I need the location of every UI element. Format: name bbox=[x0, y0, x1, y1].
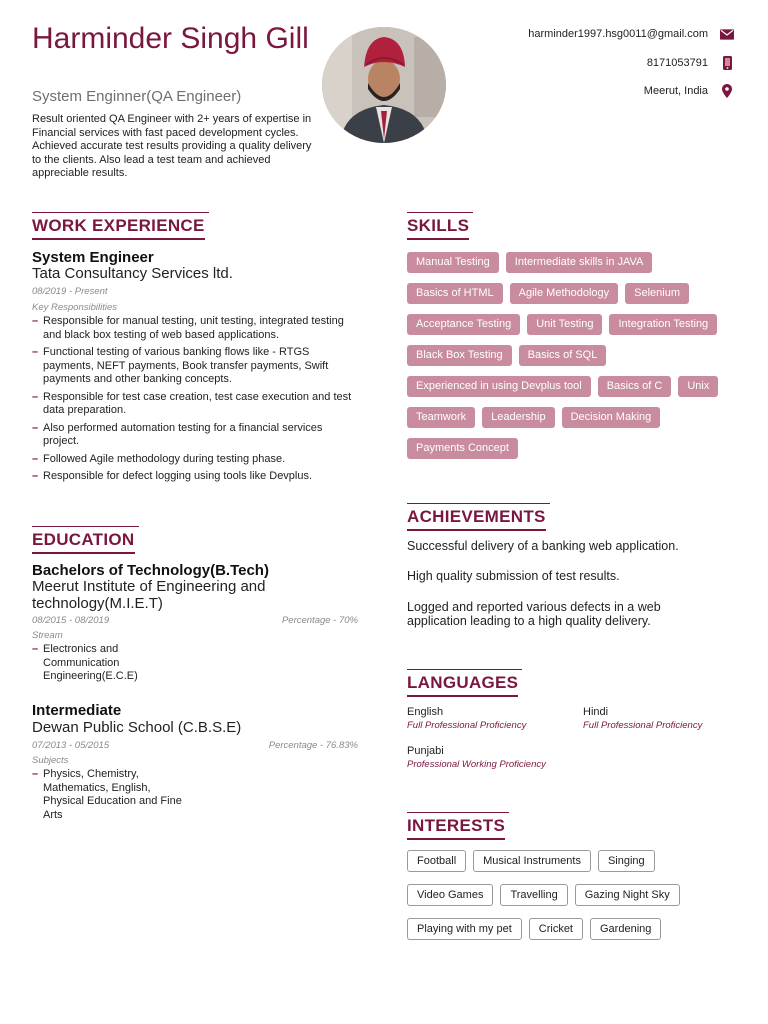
skill-tag: Basics of HTML bbox=[407, 283, 503, 304]
education-dates: 08/2015 - 08/2019 bbox=[32, 615, 110, 626]
skill-tag: Integration Testing bbox=[609, 314, 717, 335]
list-item: – Responsible for test case creation, test case execution and test data preparation. bbox=[32, 391, 360, 418]
skills-heading: SKILLS bbox=[407, 216, 469, 240]
subjects-list bbox=[32, 768, 182, 826]
location-text: Meerut, India bbox=[643, 85, 708, 97]
contact-phone[interactable] bbox=[647, 56, 734, 70]
profile-photo bbox=[322, 27, 446, 143]
education-heading: EDUCATION bbox=[32, 530, 135, 554]
profile-summary: Result oriented QA Engineer with 2+ years of expertise in Financial services with fast paced development cycles. Achieved accurate test results providing a quality delivery to the clients. Also lead a test team and achieved appreciable results. bbox=[32, 113, 312, 179]
mobile-phone-icon bbox=[720, 56, 734, 70]
subjects-label: Subjects bbox=[32, 755, 69, 766]
skill-tag: Teamwork bbox=[407, 407, 475, 428]
candidate-name: Harminder Singh Gill bbox=[32, 22, 309, 55]
skill-tag: Unit Testing bbox=[527, 314, 602, 335]
language-name: English bbox=[407, 706, 444, 718]
interest-tag: Football bbox=[407, 850, 466, 872]
interest-tag: Musical Instruments bbox=[473, 850, 591, 872]
list-item: – Followed Agile methodology during testing phase. bbox=[32, 453, 360, 467]
interest-tag: Playing with my pet bbox=[407, 918, 522, 940]
skill-tag: Manual Testing bbox=[407, 252, 499, 273]
education-score: Percentage - 76.83% bbox=[268, 740, 358, 751]
skill-tag: Decision Making bbox=[562, 407, 661, 428]
skill-tag: Intermediate skills in JAVA bbox=[506, 252, 653, 273]
interest-tag: Video Games bbox=[407, 884, 493, 906]
language-level: Full Professional Proficiency bbox=[407, 720, 527, 731]
skill-tag: Agile Methodology bbox=[510, 283, 619, 304]
language-level: Full Professional Proficiency bbox=[583, 720, 703, 731]
stream-list bbox=[32, 643, 162, 688]
achievement-item: Successful delivery of a banking web application. bbox=[407, 539, 679, 553]
skills-list bbox=[407, 252, 727, 459]
contact-location bbox=[644, 84, 734, 98]
interest-tag: Travelling bbox=[500, 884, 567, 906]
achievement-item: Logged and reported various defects in a web application leading to a high quality delivery. bbox=[407, 600, 661, 628]
education-score: Percentage - 70% bbox=[281, 615, 358, 626]
envelope-icon bbox=[720, 27, 734, 41]
skill-tag: Black Box Testing bbox=[407, 345, 512, 366]
interest-tag: Gazing Night Sky bbox=[575, 884, 680, 906]
interests-heading: INTERESTS bbox=[407, 816, 505, 840]
degree-title: Bachelors of Technology(B.Tech) bbox=[32, 562, 269, 579]
job-title: System Engineer bbox=[32, 249, 154, 266]
job-role: System Enginner(QA Engineer) bbox=[32, 88, 242, 105]
responsibilities-list bbox=[32, 315, 360, 488]
list-item: – Responsible for defect logging using tools like Devplus. bbox=[32, 470, 360, 484]
degree-title: Intermediate bbox=[32, 702, 122, 719]
list-item: – Functional testing of various banking flows like - RTGS payments, NEFT payments, Book transfer payments, Swift payments and other banking concepts. bbox=[32, 346, 360, 387]
stream-label: Stream bbox=[32, 630, 63, 641]
language-name: Hindi bbox=[583, 706, 609, 718]
school-name: Meerut Institute of Engineering and technology(M.I.E.T) bbox=[32, 578, 266, 612]
language-level: Professional Working Proficiency bbox=[407, 759, 546, 770]
school-name: Dewan Public School (C.B.S.E) bbox=[32, 719, 242, 736]
company-name: Tata Consultancy Services ltd. bbox=[32, 265, 233, 282]
interest-tag: Gardening bbox=[590, 918, 661, 940]
skill-tag: Unix bbox=[678, 376, 718, 397]
phone-text: 8171053791 bbox=[646, 57, 708, 69]
skill-tag: Experienced in using Devplus tool bbox=[407, 376, 591, 397]
list-item: – Also performed automation testing for a financial services project. bbox=[32, 422, 360, 449]
skill-tag: Selenium bbox=[625, 283, 689, 304]
work-experience-heading: WORK EXPERIENCE bbox=[32, 216, 205, 240]
map-pin-icon bbox=[720, 84, 734, 98]
interest-tag: Singing bbox=[598, 850, 655, 872]
skill-tag: Payments Concept bbox=[407, 438, 518, 459]
interests-list bbox=[407, 850, 727, 940]
achievement-item: High quality submission of test results. bbox=[407, 569, 620, 583]
job-dates: 08/2019 - Present bbox=[32, 286, 108, 297]
skill-tag: Basics of SQL bbox=[519, 345, 607, 366]
languages-heading: LANGUAGES bbox=[407, 673, 518, 697]
skill-tag: Acceptance Testing bbox=[407, 314, 520, 335]
education-dates: 07/2013 - 05/2015 bbox=[32, 740, 110, 751]
list-item: – Physics, Chemistry, Mathematics, English, Physical Education and Fine Arts bbox=[32, 768, 182, 822]
skill-tag: Leadership bbox=[482, 407, 554, 428]
interest-tag: Cricket bbox=[529, 918, 583, 940]
skill-tag: Basics of C bbox=[598, 376, 672, 397]
email-text: harminder1997.hsg0011@gmail.com bbox=[528, 28, 708, 40]
list-item: – Electronics and Communication Engineering(E.C.E) bbox=[32, 643, 162, 684]
contact-email[interactable] bbox=[528, 27, 734, 41]
achievements-heading: ACHIEVEMENTS bbox=[407, 507, 546, 531]
language-name: Punjabi bbox=[407, 745, 444, 757]
responsibilities-label: Key Responsibilities bbox=[32, 302, 118, 313]
list-item: – Responsible for manual testing, unit testing, integrated testing and black box testing of web based applications. bbox=[32, 315, 360, 342]
